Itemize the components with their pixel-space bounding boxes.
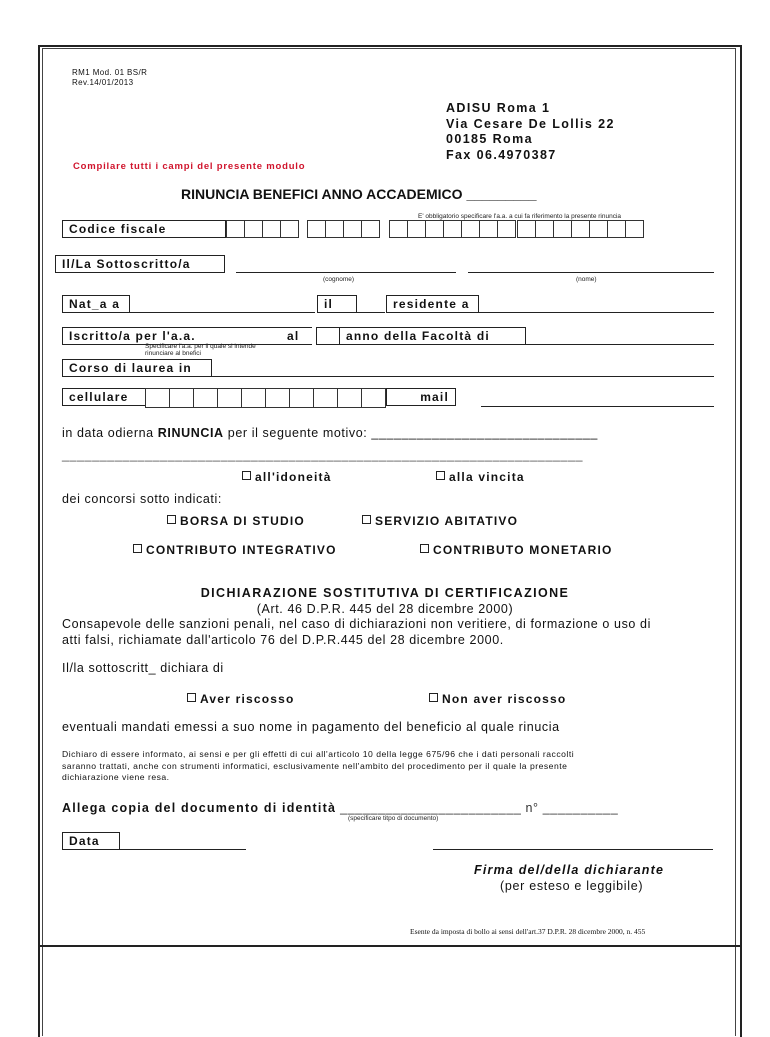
codice-fiscale-boxes-3[interactable] [390, 220, 516, 238]
cellulare-boxes[interactable] [146, 388, 386, 408]
residente-label: residente a [386, 295, 479, 313]
cognome-caption: (cognome) [323, 276, 355, 283]
firma-note: (per esteso e leggibile) [500, 879, 644, 893]
codice-fiscale-boxes-4[interactable] [518, 220, 644, 238]
option-integrativo[interactable]: CONTRIBUTO INTEGRATIVO [133, 543, 337, 557]
checkbox-icon [167, 515, 176, 524]
form-title: RINUNCIA BENEFICI ANNO ACCADEMICO _________ [181, 186, 537, 202]
nome-caption: (nome) [576, 276, 597, 283]
option-servizio[interactable]: SERVIZIO ABITATIVO [362, 514, 518, 528]
checkbox-icon [187, 693, 196, 702]
checkbox-icon [133, 544, 142, 553]
nato-a-label: Nat_a a [62, 295, 130, 313]
data-nascita-input[interactable] [357, 312, 385, 313]
checkbox-icon [362, 515, 371, 524]
concorsi-text: dei concorsi sotto indicati: [62, 492, 222, 506]
cellulare-label: cellulare [62, 388, 146, 406]
option-vincita[interactable]: alla vincita [436, 470, 525, 484]
instruction-text: Compilare tutti i campi del presente modulo [73, 161, 306, 172]
checkbox-icon [420, 544, 429, 553]
iscritto-note: Specificare l'a.a. per il quale si intende rinunciare al bnefici [145, 343, 256, 357]
mail-label: mail [386, 388, 456, 406]
il-label: il [317, 295, 357, 313]
year-note: E' obbligatorio specificare l'a.a. a cui fa riferimento la presente rinuncia [418, 213, 622, 220]
anno-facolta-label: anno della Facoltà di [339, 327, 526, 345]
bollo-note: Esente da imposta di bollo ai sensi dell'art.37 D.P.R. 28 dicembre 2000, n. 455 [410, 927, 646, 936]
allega-line: Allega copia del documento di identità ________________________ n° __________ [62, 801, 619, 815]
motivo-line: in data odierna RINUNCIA per il seguente motivo: ______________________________ [62, 426, 598, 440]
sottoscritto-label: Il/La Sottoscritto/a [55, 255, 225, 273]
option-monetario[interactable]: CONTRIBUTO MONETARIO [420, 543, 613, 557]
data-label: Data [62, 832, 120, 850]
corso-label: Corso di laurea in [62, 359, 212, 377]
data-input[interactable] [120, 849, 246, 850]
codice-fiscale-label: Codice fiscale [62, 220, 226, 238]
dichiarazione-subtitle: (Art. 46 D.P.R. 445 del 28 dicembre 2000) [256, 602, 514, 616]
dichiarazione-title: DICHIARAZIONE SOSTITUTIVA DI CERTIFICAZIONE [200, 586, 570, 600]
motivo-line-2: _____________________________________________________________________ [62, 448, 584, 462]
recipient-address: ADISU Roma 1 Via Cesare De Lollis 22 00185 Roma Fax 06.4970387 [446, 101, 615, 162]
codice-fiscale-boxes-1[interactable] [227, 220, 299, 238]
iscritto-label: Iscritto/a per l'a.a. al [62, 327, 312, 345]
mandati-text: eventuali mandati emessi a suo nome in pagamento del beneficio al quale rinucia [62, 720, 560, 734]
dichiara-text: Il/la sottoscritt_ dichiara di [62, 661, 224, 675]
facolta-input[interactable] [526, 344, 714, 345]
option-idoneita[interactable]: all'idoneità [242, 470, 332, 484]
doc-note: (specificare titpo di documento) [348, 815, 439, 822]
checkbox-icon [429, 693, 438, 702]
nome-input[interactable] [468, 272, 714, 273]
option-aver-riscosso[interactable]: Aver riscosso [187, 692, 295, 706]
checkbox-icon [242, 471, 251, 480]
nato-a-input[interactable] [130, 312, 315, 313]
al-box[interactable] [316, 327, 340, 345]
privacy-text: Dichiaro di essere informato, ai sensi e per gli effetti di cui all'articolo 10 della legge 675/96 che i dati personali raccolti saranno trattati, anche con strumenti informatici, esclusivamente nell'ambito del procedimento per il quale la presente dichiarazione viene resa. [62, 749, 575, 782]
form-code: RM1 Mod. 01 BS/R Rev.14/01/2013 [72, 68, 148, 87]
option-non-aver-riscosso[interactable]: Non aver riscosso [429, 692, 566, 706]
option-borsa[interactable]: BORSA DI STUDIO [167, 514, 305, 528]
cognome-input[interactable] [236, 272, 456, 273]
bottom-divider [38, 945, 740, 947]
codice-fiscale-boxes-2[interactable] [308, 220, 380, 238]
dichiarazione-text-1: Consapevole delle sanzioni penali, nel caso di dichiarazioni non veritiere, di formazione o uso di [62, 617, 651, 631]
firma-label: Firma del/della dichiarante [474, 863, 665, 877]
firma-input[interactable] [433, 849, 713, 850]
mail-input[interactable] [481, 406, 714, 407]
corso-input[interactable] [212, 376, 714, 377]
checkbox-icon [436, 471, 445, 480]
dichiarazione-text-2: atti falsi, richiamate dall'articolo 76 del D.P.R.445 del 28 dicembre 2000. [62, 633, 504, 647]
residente-input[interactable] [479, 312, 714, 313]
